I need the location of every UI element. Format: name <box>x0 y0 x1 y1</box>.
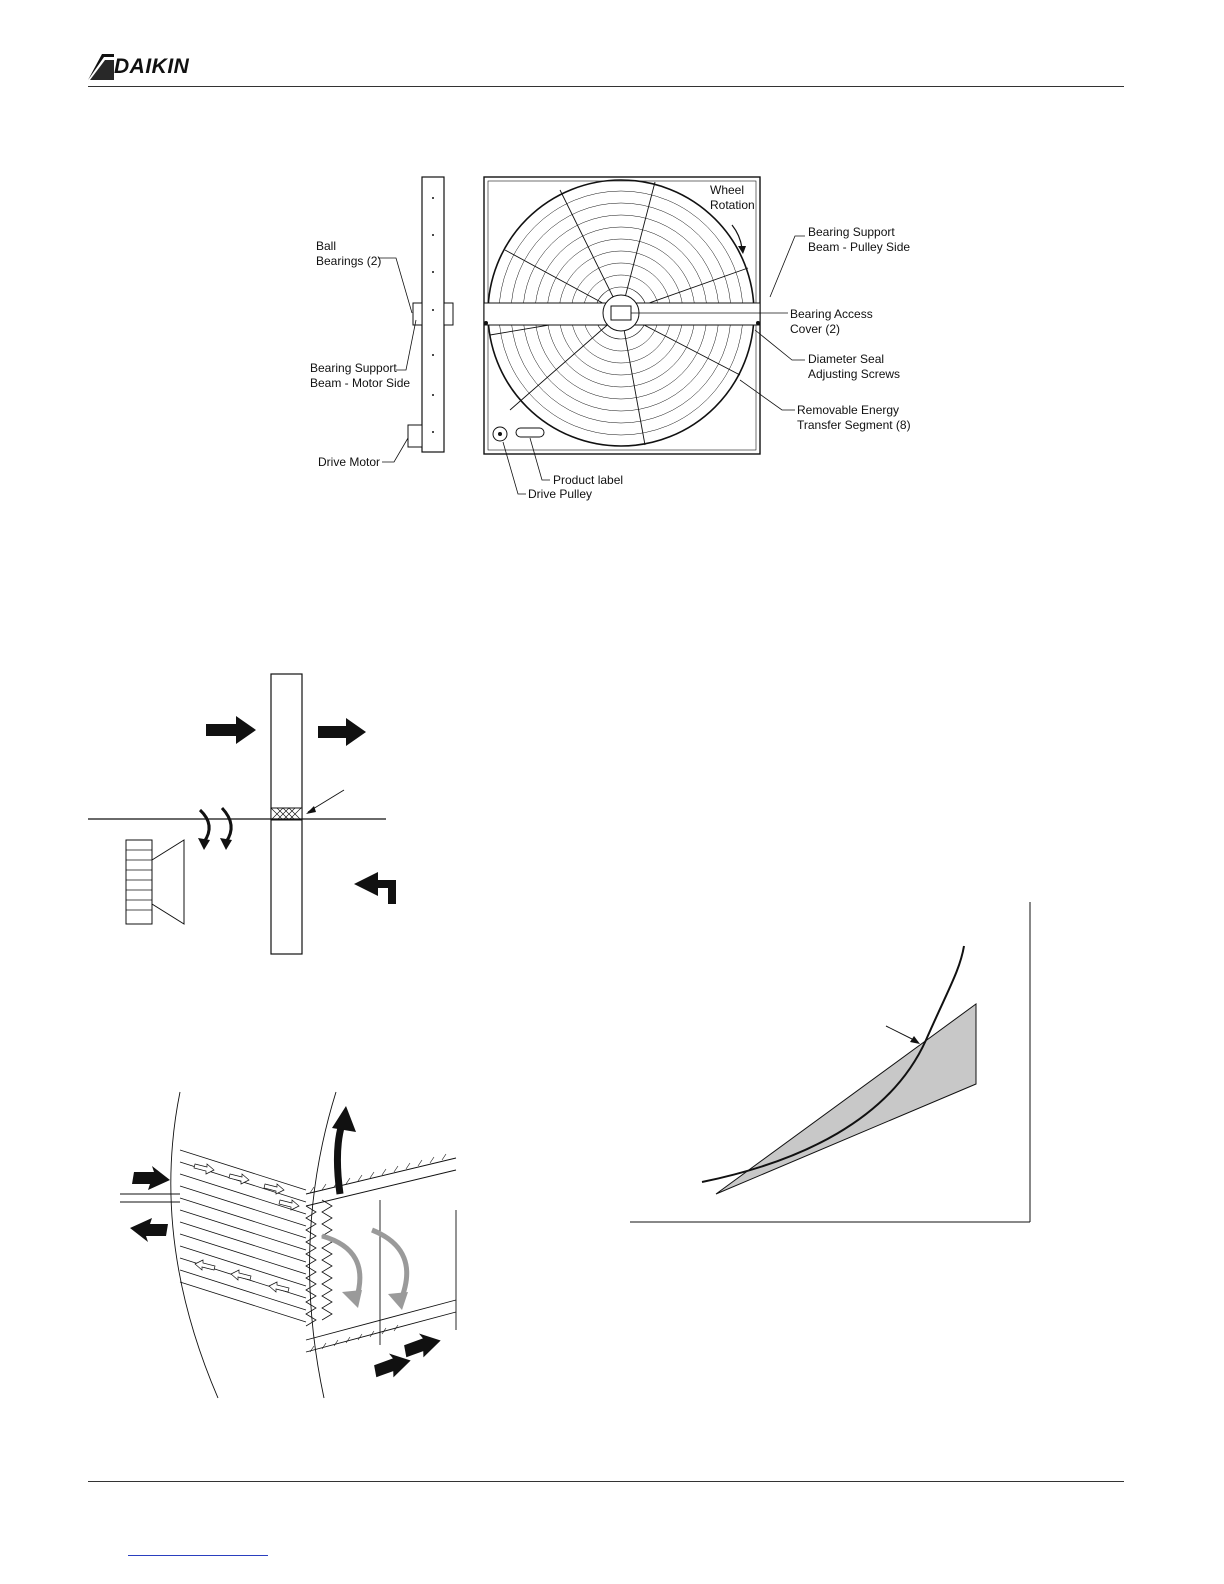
wheel-assembly-drawing <box>300 170 940 510</box>
label-ball-bearings-2: Bearings (2) <box>316 254 382 268</box>
footer-rule <box>88 1481 1124 1482</box>
label-support-pulley-2: Beam - Pulley Side <box>808 240 911 254</box>
label-product-label: Product label <box>553 473 624 487</box>
performance-curve-figure <box>630 900 1034 1226</box>
label-seal-screws: Diameter Seal <box>808 352 885 366</box>
brand-name: DAIKIN <box>114 55 190 78</box>
airflow-schematic-drawing <box>88 670 398 960</box>
label-energy-segment: Removable Energy <box>797 403 900 417</box>
label-access-cover-2: Cover (2) <box>790 322 841 336</box>
airflow-schematic-figure <box>88 670 398 960</box>
footer-link-underline[interactable] <box>128 1555 268 1556</box>
header-rule <box>88 86 1124 87</box>
label-support-motor: Bearing Support <box>310 361 397 375</box>
daikin-logo <box>88 54 218 80</box>
label-wheel-rotation-2: Rotation <box>710 198 755 212</box>
label-support-pulley: Bearing Support <box>808 225 895 239</box>
label-wheel-rotation: Wheel <box>710 183 745 197</box>
daikin-logo-icon <box>88 54 114 80</box>
segment-flow-drawing <box>110 1090 470 1400</box>
label-drive-pulley: Drive Pulley <box>528 487 593 501</box>
label-support-motor-2: Beam - Motor Side <box>310 376 411 390</box>
label-energy-segment-2: Transfer Segment (8) <box>797 418 911 432</box>
label-access-cover: Bearing Access <box>790 307 873 321</box>
label-seal-screws-2: Adjusting Screws <box>808 367 901 381</box>
segment-flow-figure <box>110 1090 470 1400</box>
label-drive-motor: Drive Motor <box>318 455 381 469</box>
performance-curve-drawing <box>630 900 1034 1226</box>
wheel-assembly-figure <box>300 170 940 510</box>
label-ball-bearings: Ball <box>316 239 337 253</box>
